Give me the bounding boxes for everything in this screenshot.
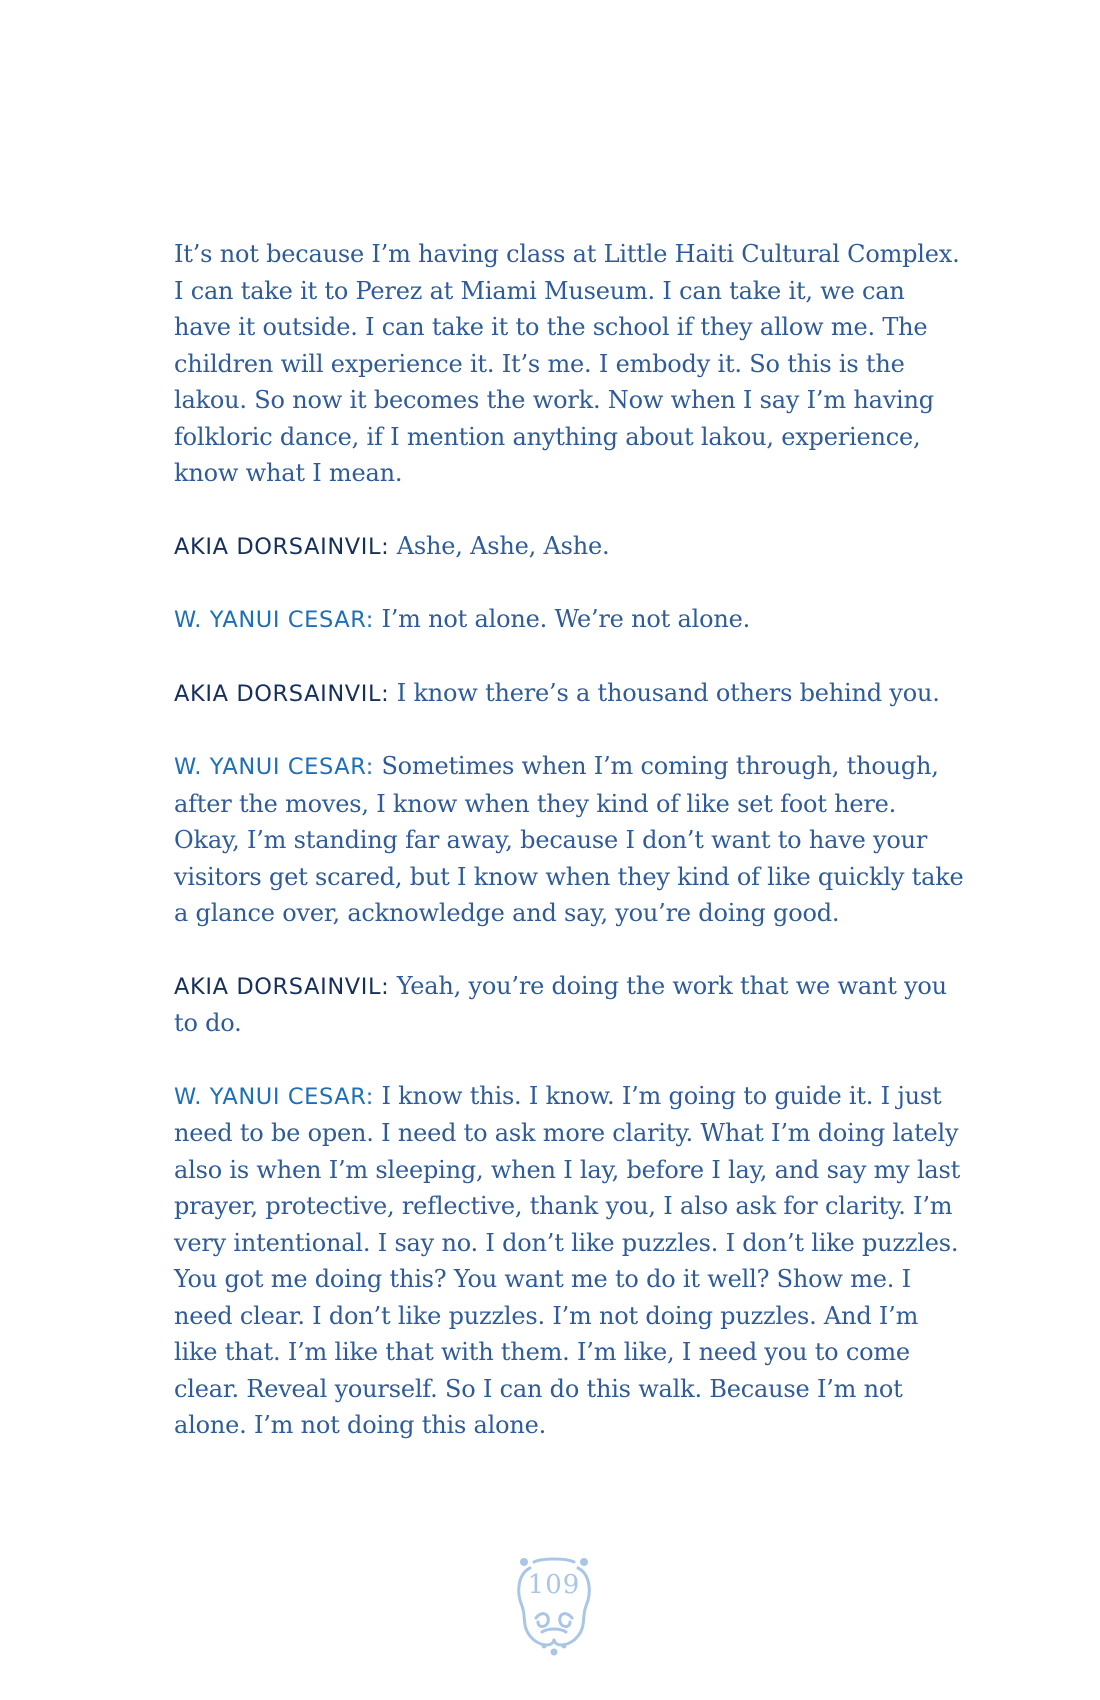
- paragraph-text: It’s not because I’m having class at Little Haiti Cultural Complex. I can take it to Perez at Miami Museum. I can take it, we can have it outside. I can take it to the school if they allow me. The children will experience it. It’s me. I embody it. So this is the lakou. So now it becomes the work. Now when I say I’m having folkloric dance, if I mention anything about lakou, experience, know what I mean.: [174, 240, 960, 487]
- speaker-label: AKIA DORSAINVIL:: [174, 680, 390, 707]
- paragraph-text: Sometimes when I’m coming through, though, after the moves, I know when they kind of like set foot here. Okay, I’m standing far away, because I don’t want to have your visitors get scared, but I know when they kind of like quickly take a glance over, acknowledge and say, you’re doing good.: [174, 752, 964, 927]
- speaker-label: W. YANUI CESAR:: [174, 1083, 374, 1110]
- paragraph-akia-1: [174, 528, 964, 566]
- paragraph-text: I know there’s a thousand others behind you.: [396, 678, 940, 707]
- paragraph-yanui-2: [174, 748, 964, 932]
- speaker-label: AKIA DORSAINVIL:: [174, 973, 390, 1000]
- paragraph-yanui-1: [174, 601, 964, 639]
- paragraph-akia-2: [174, 675, 964, 713]
- page-number: 109: [527, 1570, 581, 1600]
- speaker-label: W. YANUI CESAR:: [174, 754, 374, 780]
- speaker-label: AKIA DORSAINVIL:: [174, 533, 390, 560]
- page-folio: [512, 1548, 596, 1658]
- speaker-label: W. YANUI CESAR:: [174, 607, 374, 633]
- scroll-ornament-icon: [512, 1548, 596, 1658]
- transcript-body: [174, 236, 964, 1480]
- paragraph-text: I know this. I know. I’m going to guide it. I just need to be open. I need to ask more clarity. What I’m doing lately also is when I’m sleeping, when I lay, before I lay, and say my last prayer, protective, reflective, thank you, I also ask for clarity. I’m very intentional. I say no. I don’t like puzzles. I don’t like puzzles. You got me doing this? You want me to do it well? Show me. I need clear. I don’t like puzzles. I’m not doing puzzles. And I’m like that. I’m like that with them. I’m like, I need you to come clear. Reveal yourself. So I can do this walk. Because I’m not alone. I’m not doing this alone.: [174, 1081, 961, 1439]
- paragraph-akia-3: [174, 968, 964, 1042]
- paragraph-text: Ashe, Ashe, Ashe.: [396, 531, 610, 560]
- paragraph-text: I’m not alone. We’re not alone.: [381, 605, 751, 633]
- paragraph-text: Yeah, you’re doing the work that we want you to do.: [174, 971, 947, 1037]
- paragraph-intro: [174, 236, 964, 492]
- paragraph-yanui-3: [174, 1078, 964, 1444]
